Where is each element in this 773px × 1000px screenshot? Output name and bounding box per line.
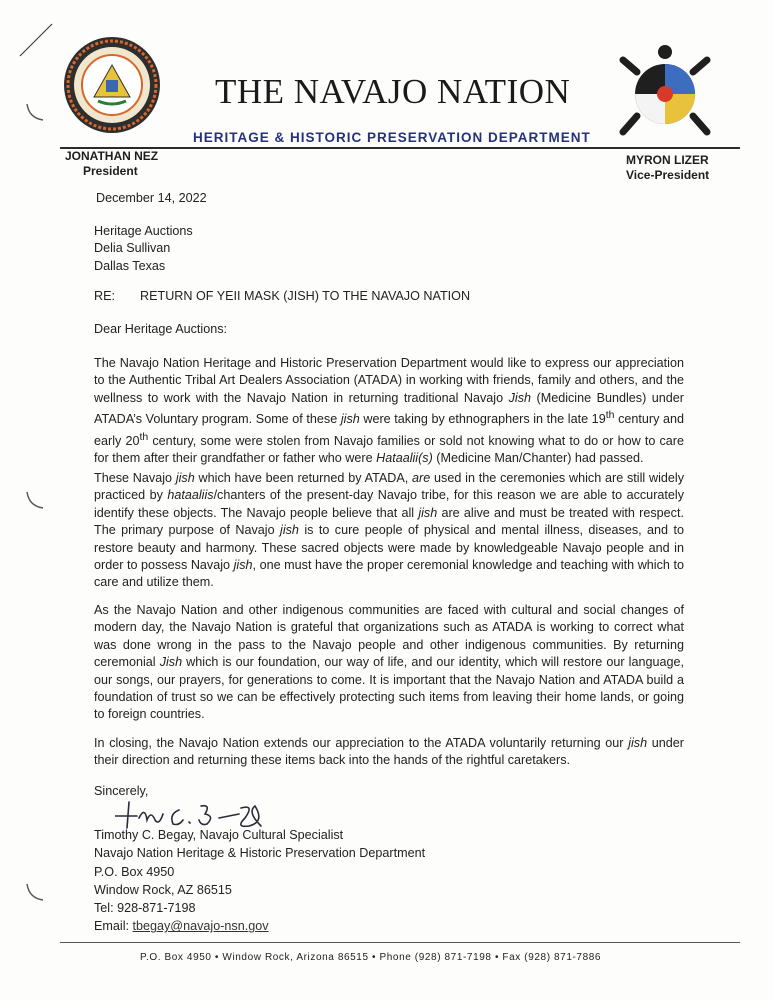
body-paragraph: The Navajo Nation Heritage and Historic Preservation Department would like to express our appreciation to the Authentic Tribal Art Dealers Association (ATADA) in working with friends, family and others, and the wellness to work with the Navajo Nation in returning traditional Navajo Jish (Medicine Bundles) under ATADA’s Voluntary program. Some of these jish were taking by ethnographers in the late 19th century and early 20th century, some were stolen from Navajo families or sold not knowing what to do or how to care for them after their grandfather or father who were Hataalii(s) (Medicine Man/Chanter) had passed. bbox=[94, 356, 685, 466]
recipient-line: Heritage Auctions bbox=[94, 224, 193, 238]
heritage-department-emblem-icon bbox=[615, 42, 715, 142]
salutation: Dear Heritage Auctions: bbox=[94, 322, 228, 336]
letter-date: December 14, 2022 bbox=[96, 191, 207, 205]
footer-divider bbox=[60, 942, 740, 943]
closing: Sincerely, bbox=[94, 784, 149, 798]
signer-po-box: P.O. Box 4950 bbox=[94, 864, 175, 879]
signer-email-line bbox=[94, 917, 425, 935]
header-divider bbox=[60, 147, 740, 149]
email-link[interactable]: tbegay@navajo-nsn.gov bbox=[132, 919, 269, 934]
signer-name: Timothy C. Begay, Navajo Cultural Specialist bbox=[94, 828, 344, 842]
page-title: THE NAVAJO NATION bbox=[215, 72, 571, 111]
subject-line bbox=[94, 288, 470, 305]
binder-hole bbox=[25, 880, 47, 902]
department-name: HERITAGE & HISTORIC PRESERVATION DEPARTMENT bbox=[193, 130, 591, 145]
subject-label: RE: bbox=[94, 289, 115, 303]
body-paragraph: These Navajo jish which have been returned by ATADA, are used in the ceremonies which are still widely practiced by hataaliis/chanters of the present-day Navajo tribe, for this reason we are able to accurately identify these objects. The Navajo people believe that all jish are alive and must be treated with respect. The primary purpose of Navajo jish is to cure people of physical and mental illness, diseases, and to restore beauty and harmony. These sacred objects were made by knowledgeable Navajo people and in order to possess Navajo jish, one must have the proper ceremonial knowledge and teaching with which to care and utilize them. bbox=[94, 471, 685, 590]
email-label: Email: bbox=[94, 919, 133, 934]
navajo-nation-seal-icon bbox=[62, 35, 162, 135]
signer-phone: Tel: 928-871-7198 bbox=[94, 901, 196, 916]
recipient-line: Dallas Texas bbox=[94, 258, 166, 273]
vice-president-name: MYRON LIZER bbox=[626, 153, 709, 167]
body-paragraph: In closing, the Navajo Nation extends our appreciation to the ATADA voluntarily returning our jish under their direction and returning these items back into the hands of the rightful caretakers. bbox=[94, 736, 684, 768]
binder-hole bbox=[25, 488, 47, 510]
signature-block bbox=[94, 826, 425, 936]
scan-mark bbox=[18, 20, 58, 60]
president-title: President bbox=[83, 164, 138, 178]
vice-president-title: Vice-President bbox=[626, 168, 710, 182]
president-name: JONATHAN NEZ bbox=[65, 149, 159, 163]
binder-hole bbox=[25, 100, 47, 122]
body-paragraph: As the Navajo Nation and other indigenous communities are faced with cultural and social changes of modern day, the Navajo Nation is grateful that organizations such as ATADA is working to correct what was done wrong in the pass to the Navajo people and other indigenous communities. By returning ceremonial Jish which is our foundation, our way of life, and our identity, which will restore our language, our songs, our prayers, for generations to come. It is important that the Navajo Nation and ATADA build a foundation of trust so we can be effectively protecting such items from leaving their home lands, or going to foreign countries. bbox=[94, 603, 684, 722]
recipient-address bbox=[94, 223, 193, 275]
subject-text: RETURN OF YEII MASK (JISH) TO THE NAVAJO NATION bbox=[140, 289, 471, 303]
signer-department: Navajo Nation Heritage & Historic Preservation Department bbox=[94, 846, 426, 861]
footer-address: P.O. Box 4950 • Window Rock, Arizona 86515 • Phone (928) 871-7198 • Fax (928) 871-7886 bbox=[140, 952, 602, 963]
recipient-line: Delia Sullivan bbox=[94, 241, 171, 256]
signer-city: Window Rock, AZ 86515 bbox=[94, 882, 232, 897]
